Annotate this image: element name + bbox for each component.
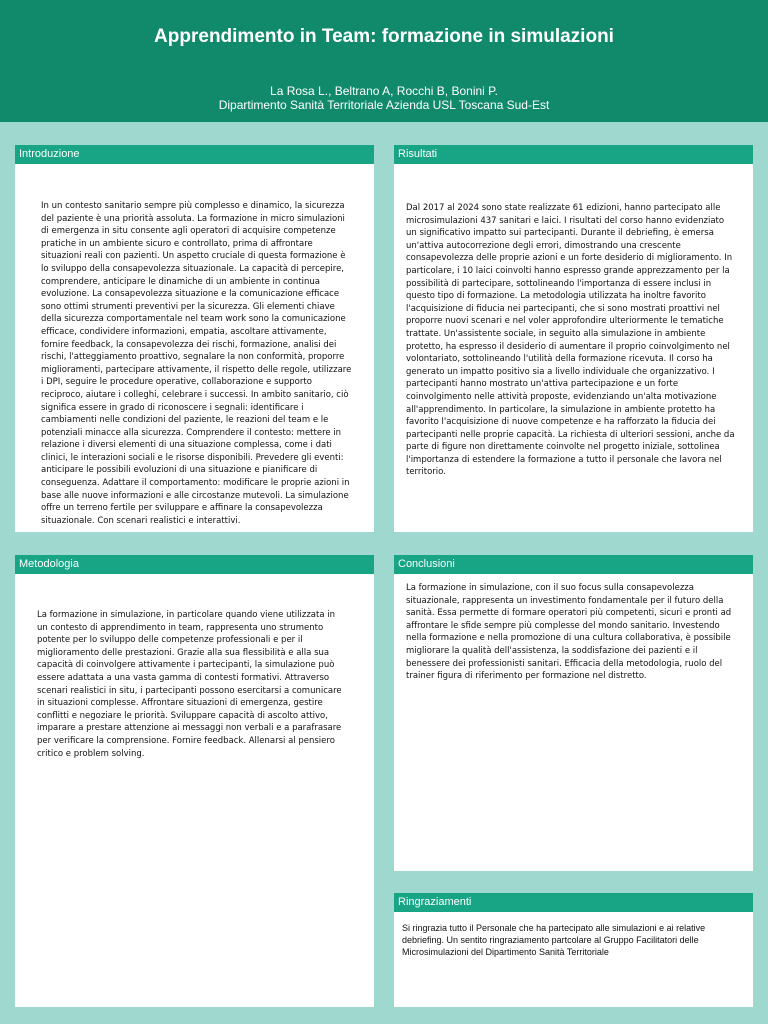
section-text: La formazione in simulazione, in particolare quando viene utilizzata in un contesto di apprendimento in team, rappresenta uno strumento potente per lo sviluppo delle competenze professionali e per il miglioramento delle prestazioni. Grazie alla sua flessibilità e alla sua capacità di coinvolgere attivamente i partecipanti, la simulazione può essere adattata a una vasta gamma di contesti formativi. Attraverso scenari realistici in situ, i partecipanti possono esercitarsi a comunicare in situazioni complesse. Affrontare situazioni di emergenza, gestire conflitti e negoziare le priorità. Sviluppare capacità di ascolto attivo, imparare a prestare attenzione ai messaggi non verbali e a parafrasare per verificare la comprensione. Fornire feedback. Allenarsi al pensiero critico e problem solving. [37,610,342,759]
section-risultati [394,145,753,532]
author-list: La Rosa L., Beltrano A, Rocchi B, Bonini P. [270,84,498,98]
section-metodologia [15,555,374,1007]
poster-title: Apprendimento in Team: formazione in simulazioni [154,26,614,47]
section-introduzione [15,145,374,532]
section-title: Metodologia [15,555,374,574]
affiliation: Dipartimento Sanità Territoriale Azienda USL Toscana Sud-Est [218,98,550,112]
poster-header [0,0,768,122]
section-title: Risultati [394,145,753,164]
poster-authors [0,84,768,112]
section-text: In un contesto sanitario sempre più complesso e dinamico, la sicurezza del paziente è una priorità assoluta. La formazione in micro simulazioni di emergenza in situ consente agli operatori di acquisire competenze pratiche in un ambiente sicuro e controllato, prima di affrontare situazioni reali con pazienti. Un aspetto cruciale di questa formazione è lo sviluppo della consapevolezza situazionale. La capacità di percepire, comprendere, anticipare le dinamiche di un ambiente in continua evoluzione. La consapevolezza situazione e la comunicazione efficace sono ottimi strumenti preventivi per la sicurezza. Gli elementi chiave della sicurezza comportamentale nel team work sono la comunicazione efficace, condividere informazioni, empatia, ascoltare attivamente, fornire feedback, la consapevolezza dei rischi, formazione, analisi dei rischi, l'atteggiamento proattivo, segnalare la non conformità, proporre miglioramenti, partecipare attivamente, il rispetto delle regole, utilizzare i DPI, seguire le procedure operative, collaborazione e supporto reciproco, aiutare i colleghi, celebrare i successi. In ambito sanitario, ciò significa essere in grado di riconoscere i segnali: identificare i cambiamenti nelle condizioni del paziente, le reazioni del team e le potenziali minacce alla sicurezza. Comprendere il contesto: mettere in relazione i diversi elementi di una situazione complessa, come i dati clinici, le interazioni sociali e le risorse disponibili. Prevedere gli eventi: anticipare le possibili evoluzioni di una situazione e pianificare di conseguenza. Adattare il comportamento: modificare le proprie azioni in base alle nuove informazioni e alle circostanze mutevoli. La simulazione offre un terreno fertile per sviluppare e affinare la consapevolezza situazionale. Con scenari realistici e interattivi. [41,201,352,526]
section-text: Dal 2017 al 2024 sono state realizzate 61 edizioni, hanno partecipato alle microsimulazioni 437 sanitari e laici. I risultati del corso hanno evidenziato un significativo impatto sui partecipanti. Durante il debriefing, è emersa un'attiva autocorrezione degli errori, dimostrando una crescente consapevolezza delle proprie azioni e un forte desiderio di miglioramento. In particolare, i 10 laici coinvolti hanno espresso grande apprezzamento per la possibilità di partecipare, sottolineando l'importanza di essere inclusi in questo tipo di formazione. La metodologia utilizzata ha inoltre favorito l'acquisizione di fiducia nei partecipanti, che si sono mostrati proattivi nel proporre nuovi scenari e nel voler approfondire ulteriormente le tematiche trattate. Un'assistente sociale, in seguito alla simulazione in ambiente protetto, ha espresso il desiderio di aumentare il proprio coinvolgimento nel volontariato, sottolineando l'utilità della formazione ricevuta. Il corso ha generato un impatto positivo sia a livello individuale che organizzativo. I partecipanti hanno mostrato un'attiva partecipazione e un forte coinvolgimento nelle attività proposte, evidenziando un'alta motivazione all'apprendimento. In particolare, la simulazione in ambiente protetto ha favorito l'acquisizione di nuove competenze e ha rafforzato la fiducia dei partecipanti nelle proprie capacità. La richiesta di ulteriori sessioni, anche da parte di figure non direttamente coinvolte nel progetto iniziale, sottolinea l'importanza di estendere la formazione a tutto il personale che lavora nel territorio. [406,203,735,478]
section-text: Si ringrazia tutto il Personale che ha partecipato alle simulazioni e ai relative debriefing. Un sentito ringraziamento partcolare al Gruppo Facilitatori delle Microsimulazioni del Dipartimento Sanità Territoriale [402,923,706,957]
section-text: La formazione in simulazione, con il suo focus sulla consapevolezza situazionale, rappresenta un investimento fondamentale per il futuro della sanità. Essa permette di formare operatori più competenti, sicuri e pronti ad affrontare le sfide sempre più complesse del mondo sanitario. Investendo nella formazione e nella promozione di una cultura collaborativa, è possibile migliorare la qualità dell'assistenza, la soddisfazione dei pazienti e il benessere dei professionisti sanitari. Efficacia della metodologia, ruolo del trainer figura di riferimento per formazione nel distretto. [406,583,732,682]
section-title: Introduzione [15,145,374,164]
section-title: Conclusioni [394,555,753,574]
section-conclusioni [394,555,753,871]
section-ringraziamenti [394,893,753,1007]
section-title: Ringraziamenti [394,893,753,912]
